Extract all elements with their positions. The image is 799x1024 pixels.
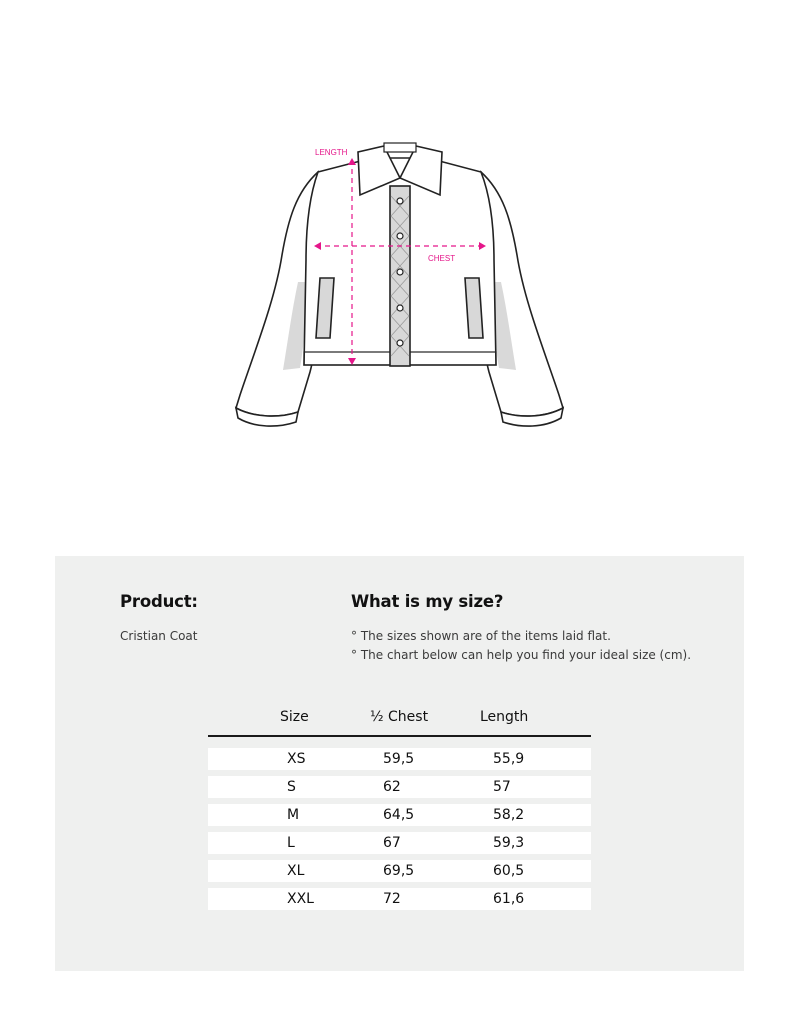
table-row bbox=[208, 860, 591, 882]
cell-length: 55,9 bbox=[493, 751, 525, 767]
button bbox=[397, 198, 403, 204]
cell-size: L bbox=[287, 835, 295, 851]
cell-size: S bbox=[287, 779, 296, 795]
chest-label: CHEST bbox=[428, 254, 456, 263]
product-name: Cristian Coat bbox=[120, 629, 198, 643]
table-row bbox=[208, 776, 591, 798]
size-guide-panel bbox=[55, 556, 744, 971]
length-arrow-top bbox=[348, 158, 356, 165]
cell-length: 59,3 bbox=[493, 835, 525, 851]
collar-stand bbox=[384, 143, 416, 152]
button bbox=[397, 233, 403, 239]
cell-length: 60,5 bbox=[493, 863, 525, 879]
button bbox=[397, 305, 403, 311]
column-header-size: Size bbox=[280, 709, 309, 725]
size-note: ° The chart below can help you find your ideal size (cm). bbox=[351, 648, 692, 662]
length-label: LENGTH bbox=[315, 148, 348, 157]
cell-chest: 67 bbox=[383, 835, 401, 851]
cell-length: 57 bbox=[493, 779, 511, 795]
cell-length: 61,6 bbox=[493, 891, 525, 907]
left-pocket bbox=[316, 278, 334, 338]
size-note: ° The sizes shown are of the items laid flat. bbox=[351, 629, 611, 643]
table-row bbox=[208, 888, 591, 910]
cell-size: XS bbox=[287, 751, 306, 767]
product-heading: Product: bbox=[120, 592, 198, 611]
table-row bbox=[208, 804, 591, 826]
table-header-divider bbox=[208, 735, 591, 737]
cell-size: XXL bbox=[287, 891, 314, 907]
button bbox=[397, 269, 403, 275]
cell-chest: 69,5 bbox=[383, 863, 415, 879]
column-header-half-chest: ½ Chest bbox=[370, 709, 429, 725]
cell-length: 58,2 bbox=[493, 807, 525, 823]
placket bbox=[390, 186, 410, 366]
table-row bbox=[208, 832, 591, 854]
button bbox=[397, 340, 403, 346]
cell-size: XL bbox=[287, 863, 305, 879]
right-pocket bbox=[465, 278, 483, 338]
cell-chest: 72 bbox=[383, 891, 401, 907]
column-header-length: Length bbox=[480, 709, 529, 725]
table-row bbox=[208, 748, 591, 770]
cell-chest: 62 bbox=[383, 779, 401, 795]
cell-size: M bbox=[287, 807, 300, 823]
size-heading: What is my size? bbox=[351, 592, 504, 611]
size-table bbox=[208, 748, 591, 916]
cell-chest: 59,5 bbox=[383, 751, 415, 767]
cell-chest: 64,5 bbox=[383, 807, 415, 823]
